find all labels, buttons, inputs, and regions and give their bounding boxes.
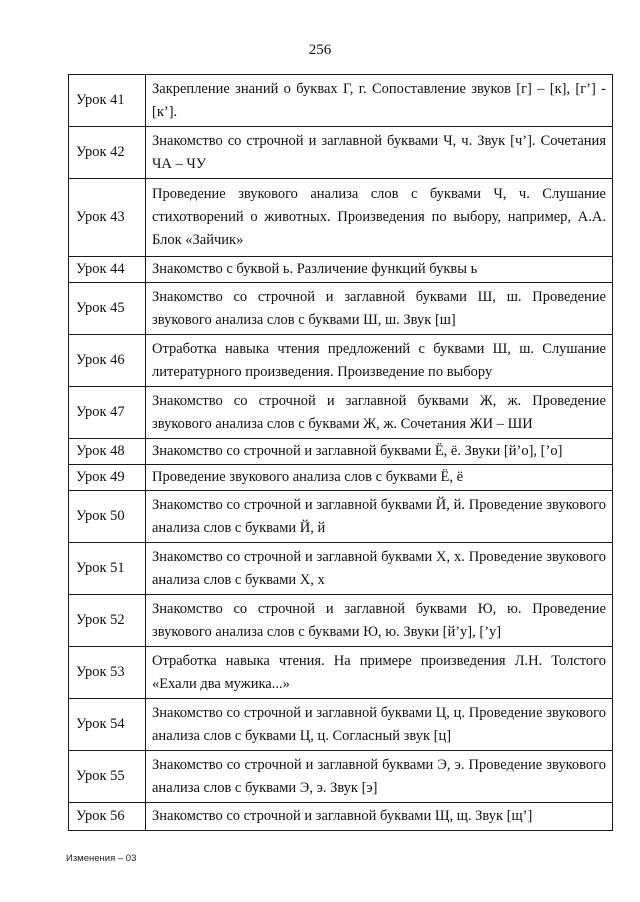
lesson-label: Урок 54	[69, 699, 146, 751]
lesson-description: Проведение звукового анализа слов с буквами Ч, ч. Слушание стихотворений о животных. Произведения по выбору, например, А.А. Блок «Зайчик»	[146, 179, 613, 257]
table-row	[69, 127, 613, 179]
lesson-description: Знакомство со строчной и заглавной буквами Ж, ж. Проведение звукового анализа слов с буквами Ж, ж. Сочетания ЖИ – ШИ	[146, 387, 613, 439]
lesson-description: Знакомство с буквой ь. Различение функций буквы ь	[146, 257, 613, 283]
lesson-label: Урок 53	[69, 647, 146, 699]
lesson-label: Урок 55	[69, 751, 146, 803]
lesson-label: Урок 51	[69, 543, 146, 595]
lesson-label: Урок 46	[69, 335, 146, 387]
lesson-description: Знакомство со строчной и заглавной буквами Щ, щ. Звук [щ’]	[146, 803, 613, 831]
lesson-label: Урок 43	[69, 179, 146, 257]
lesson-description: Знакомство со строчной и заглавной буквами Ш, ш. Проведение звукового анализа слов с буквами Ш, ш. Звук [ш]	[146, 283, 613, 335]
table-row	[69, 491, 613, 543]
table-row	[69, 803, 613, 831]
lesson-description: Закрепление знаний о буквах Г, г. Сопоставление звуков [г] – [к], [г’] - [к’].	[146, 75, 613, 127]
lesson-label: Урок 47	[69, 387, 146, 439]
table-row	[69, 387, 613, 439]
lesson-label: Урок 50	[69, 491, 146, 543]
lesson-description: Отработка навыка чтения. На примере произведения Л.Н. Толстого «Ехали два мужика...»	[146, 647, 613, 699]
lesson-label: Урок 48	[69, 439, 146, 465]
table-row	[69, 465, 613, 491]
table-row	[69, 595, 613, 647]
table-row	[69, 439, 613, 465]
table-row	[69, 543, 613, 595]
lesson-label: Урок 49	[69, 465, 146, 491]
table-row	[69, 699, 613, 751]
table-row	[69, 179, 613, 257]
lesson-label: Урок 52	[69, 595, 146, 647]
lesson-description: Отработка навыка чтения предложений с буквами Ш, ш. Слушание литературного произведения. Произведение по выбору	[146, 335, 613, 387]
lesson-description: Знакомство со строчной и заглавной буквами Ё, ё. Звуки [й’о], [’о]	[146, 439, 613, 465]
lesson-description: Знакомство со строчной и заглавной буквами Й, й. Проведение звукового анализа слов с буквами Й, й	[146, 491, 613, 543]
lesson-label: Урок 41	[69, 75, 146, 127]
lesson-label: Урок 56	[69, 803, 146, 831]
lesson-description: Знакомство со строчной и заглавной буквами Ц, ц. Проведение звукового анализа слов с буквами Ц, ц. Согласный звук [ц]	[146, 699, 613, 751]
table-row	[69, 647, 613, 699]
revision-note: Изменения – 03	[66, 853, 137, 864]
table-row	[69, 283, 613, 335]
lesson-label: Урок 42	[69, 127, 146, 179]
lesson-description: Знакомство со строчной и заглавной буквами Х, х. Проведение звукового анализа слов с буквами Х, х	[146, 543, 613, 595]
lesson-description: Знакомство со строчной и заглавной буквами Ч, ч. Звук [ч’]. Сочетания ЧА – ЧУ	[146, 127, 613, 179]
lesson-description: Знакомство со строчной и заглавной буквами Ю, ю. Проведение звукового анализа слов с буквами Ю, ю. Звуки [й’у], [’у]	[146, 595, 613, 647]
page-number: 256	[308, 42, 332, 58]
lesson-label: Урок 45	[69, 283, 146, 335]
lesson-description: Проведение звукового анализа слов с буквами Ё, ё	[146, 465, 613, 491]
lesson-plan-table	[68, 74, 613, 831]
table-row	[69, 751, 613, 803]
lesson-description: Знакомство со строчной и заглавной буквами Э, э. Проведение звукового анализа слов с буквами Э, э. Звук [э]	[146, 751, 613, 803]
table-row	[69, 257, 613, 283]
table-row	[69, 335, 613, 387]
lesson-label: Урок 44	[69, 257, 146, 283]
table-row	[69, 75, 613, 127]
